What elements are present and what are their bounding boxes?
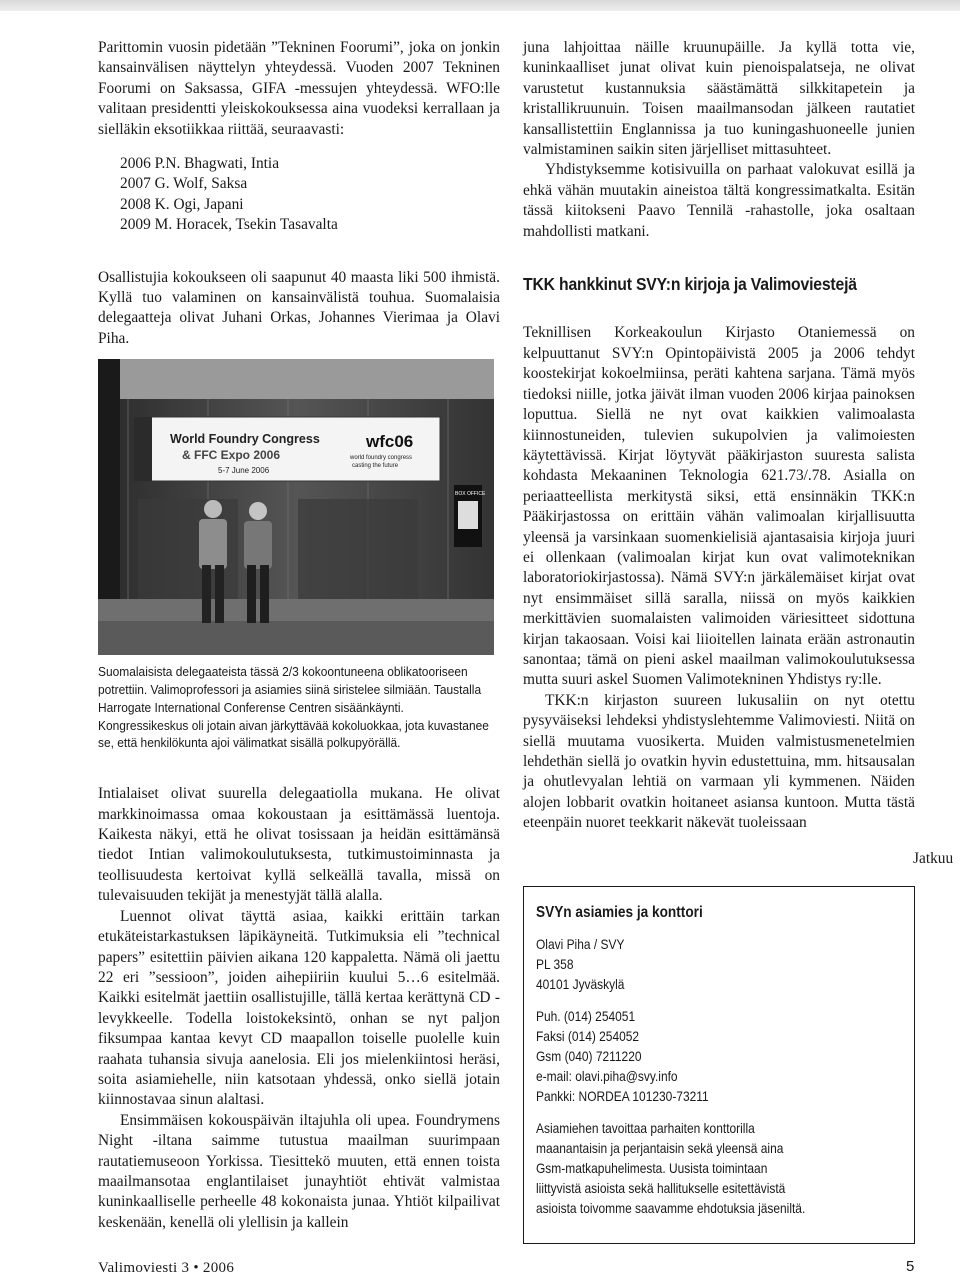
top-edge-bar (0, 0, 960, 11)
note-line: Asiamiehen tavoittaa parhaiten konttorilla (536, 1121, 755, 1136)
thanks-paragraph: Yhdistyksemme kotisivuilla on parhaat valokuvat esillä ja ehkä vähän muutakin aineistoa tältä kongressimatkalta. Esitän tässä kiitokseni Paavo Tennilä -rahastolle, joka osaltaan mahdollisti matkani. (523, 161, 915, 240)
note-line: liittyvistä asioista sekä hallitukselle esitettävistä (536, 1181, 786, 1196)
address-line: 40101 Jyväskylä (536, 977, 625, 992)
phone-line: Puh. (014) 254051 (536, 1009, 636, 1024)
sign-logo-sub1: world foundry congress (350, 455, 413, 462)
sign-dates: 5-7 June 2006 (218, 466, 270, 476)
right-column (523, 38, 915, 834)
left-column (98, 38, 500, 1233)
president-2008: 2008 K. Ogi, Japani (120, 195, 244, 213)
president-2006: 2006 P.N. Bhagwati, Intia (120, 155, 280, 173)
participants-paragraph: Osallistujia kokoukseen oli saapunut 40 maasta liki 500 ihmistä. Kyllä tuo valaminen on kansainvälistä touhua. Suomalaisia delegaatteja olivat Juhani Orkas, Johannes Vierimaa ja Olavi Piha. (98, 268, 500, 347)
fax-line: Faksi (014) 254052 (536, 1029, 640, 1044)
contact-box-title: SVYn asiamies ja konttori (536, 904, 703, 921)
evening-paragraph: Ensimmäisen kokouspäivän iltajuhla oli upea. Foundrymens Night -iltana saimme tutustua maailman suurimpaan rautatiemuseoon Yorkissa. Tiesittekö muuten, että ennen toista maailmansotaa englantilaiset junayhtiöt ehtivät valmistaa kuninkaalliselle perheelle 48 kokonaista junaa. Yhtiöt kilpailivat keskenään, kenellä oli ylellisin ja kallein (98, 1111, 500, 1231)
intro-paragraph: Parittomin vuosin pidetään ”Tekninen Foorumi”, joka on jonkin kansainvälisen näyttelyn yhteydessä. Vuoden 2007 Tekninen Foorumi on Saksassa, GIFA -messujen yhteydessä. WFO:lle valitaan presidentti yleiskokouksessa aina vuodeksi kerrallaan ja sielläkin eksotiikkaa riittää, seuraavasti: (98, 39, 500, 138)
continuation-paragraph: juna lahjoittaa näille kruunupäille. Ja kyllä totta vie, kuninkaalliset junat olivat kuin pienoispalatseja, ne olivat varustetut kustannuksia säästämättä silkkitapetein ja kristallikruunuin. Toisen maailmansodan jälkeen rautatiet kansallistettiin Englannissa ja tuo kuningashuoneelle junien valmistaminen saikin siten järjelliset mittasuhteet. (523, 39, 915, 159)
sign-title-2: & FFC Expo 2006 (182, 448, 281, 463)
lectures-paragraph: Luennot olivat täyttä asiaa, kaikki erittäin tarkan etukäteistarkastuksen läpikäyneitä. Tutkimuksia eli ”technical papers” esitettiin päivien aikana 120 kappaletta. Nämä oli jaettu 22 eri ”sessioon”, joiden aihepiiriin kuului 5…6 esitelmää. Kaikki esitelmät jaettiin osallistujille, tällä kertaa kerättynä CD -levykkeelle. Todella loistokeksintö, onhan se nyt paljon fiksumpaa kantaa kevyt CD maapallon toiselle puolelle kuin raahata tuhansia sivuja aanelosia. Eli jos mielenkiintosi heräsi, soita asiamiehelle, niin katsotaan yhdessä, onko siellä jotain kiinnostavaa sinun alaltasi. (98, 907, 500, 1109)
president-2009: 2009 M. Horacek, Tsekin Tasavalta (120, 216, 338, 234)
tkk-paragraph-2: TKK:n kirjaston suureen lukusaliin on nyt otettu pysyväiseksi lehdeksi yhdistyslehtemme Valimoviesti. Niitä on siellä muutama vuosikerta. Muiden valmistusmenetelmien lehdethän siellä jo ovatkin hyvin edustettuina, mm. hitsausalan ja ohutlevyalan lehtiä on varmaan yli kymmenen. Näiden alojen lobbarit ovatkin hoitaneet asiansa kuntoon. Mutta tästä eteenpäin nuoret teekkarit näkevät tuoleissaan (523, 691, 915, 832)
page-number: 5 (906, 1258, 915, 1275)
address-line: PL 358 (536, 957, 574, 972)
congress-photo (98, 359, 494, 655)
tkk-paragraph-1: Teknillisen Korkeakoulun Kirjasto Otaniemessä on kelpuuttanut SVY:n Opintopäivistä 2005 ja 2006 tehdyt koostekirjat kokoelmiinsa, peräti kahtena sarjana. Tämä myös tiedoksi niille, jotka jäivät ilman vuoden 2006 kirjaa painoksen loputtua. Siellä ne nyt ovat kaikkien valimoalasta kiinnostuneiden, tulevien sukupolvien ja valimoiesten käytettävissä. Kirjat löytyvät pääkirjaston suuresta salista kohdasta Mekaaninen Teknologia 621.73/.78. Asialla on periaatteellista merkitystä siksi, että ensinnäkin TKK:n Pääkirjastossa on erittäin vähän valimoalan kirjallisuutta yleensä ja varsinkaan suomenkielisiä ajantasaisia kirjoja juuri ei ollenkaan (valimoalan kirjat kun ovat valimoteknikan laboratoriokirjastossa). Nämä SVY:n järkälemäiset kirjat ovat nyt ensimmäiset sillä saralla, niissä on myös kaikkien merkittävien suomalaisten valimoiden väriesitteet sidottuna kirjan takaosaan. Voisi kai liioitellen lainata erään astronautin sanontaa; tämä on pieni askel maailman valimokoulutuksessa mutta suuri askel Suomen Valimotekninen Yhdistys ry:lle. (523, 324, 915, 689)
note-line: asioista toivomme saavamme ehdotuksia jäseniltä. (536, 1201, 806, 1216)
president-2007: 2007 G. Wolf, Saksa (120, 175, 248, 193)
gsm-line: Gsm (040) 7211220 (536, 1049, 642, 1064)
indians-paragraph: Intialaiset olivat suurella delegaatiolla mukana. He olivat markkinoimassa omaa kokoustaan ja esittämässä luentoja. Kaikesta näkyi, että he olivat tosissaan ja heidän esittämänsä tiedot Intian valimokoulutuksesta, tutkimustoiminnasta ja teollisuudesta kertoivat kyllä selkeällä tavalla, missä on tulevaisuuden tekijät ja menestyjät tällä alalla. (98, 785, 500, 905)
publication-footer: Valimoviesti 3 • 2006 (98, 1260, 235, 1276)
photo-caption: Suomalaisista delegaateista tässä 2/3 kokoontuneena oblikatooriseen potrettiin. Valimoprofessori ja asiamies siinä siristelee silmiään. Taustalla Harrogate International Conferense Centren sisäänkäynti. Kongressikeskus oli jotain aivan järkyttävää kokoluokkaa, jota kuvastanee se, että henkilökunta ajoi välimatkat sisällä polkupyörällä. (98, 664, 489, 751)
address-line: Olavi Piha / SVY (536, 937, 625, 952)
sign-title-1: World Foundry Congress (170, 432, 320, 447)
note-line: Gsm-matkapuhelimesta. Uusista toimintaan (536, 1161, 768, 1176)
note-line: maanantaisin ja perjantaisin sekä yleensä aina (536, 1141, 784, 1156)
continues-label: Jatkuu (913, 850, 954, 867)
box-office-sign: BOX OFFICE (455, 491, 486, 498)
email-line: e-mail: olavi.piha@svy.info (536, 1069, 678, 1084)
sign-logo: wfc06 (366, 432, 414, 452)
sign-logo-sub2: casting the future (352, 463, 399, 470)
contact-box (523, 886, 915, 1244)
section-heading: TKK hankkinut SVY:n kirjoja ja Valimoviestejä (523, 274, 857, 295)
presidents-list (120, 154, 500, 236)
bank-line: Pankki: NORDEA 101230-73211 (536, 1089, 709, 1104)
